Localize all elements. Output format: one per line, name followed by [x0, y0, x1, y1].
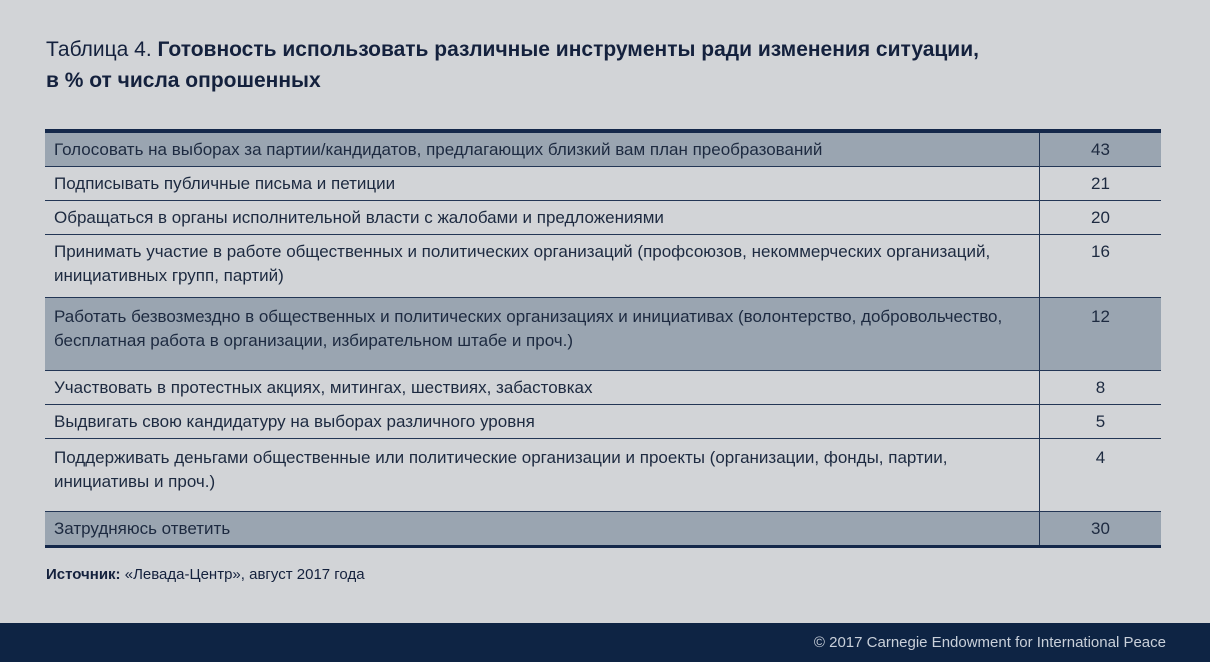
table-row	[45, 371, 1161, 405]
survey-table	[45, 129, 1161, 548]
table-row	[45, 512, 1161, 546]
row-value: 21	[1040, 167, 1162, 201]
source-text: «Левада-Центр», август 2017 года	[120, 566, 365, 583]
title-text-line-2: в % от числа опрошенных	[46, 69, 321, 92]
table-row	[45, 201, 1161, 235]
copyright-text: © 2017 Carnegie Endowment for International Peace	[813, 634, 1166, 651]
footer-bar	[0, 623, 1210, 662]
source-note	[46, 566, 365, 583]
row-label: Подписывать публичные письма и петиции	[45, 167, 1040, 201]
table-row	[45, 133, 1161, 167]
row-label: Выдвигать свою кандидатуру на выборах различного уровня	[45, 405, 1040, 439]
row-label: Принимать участие в работе общественных и политических организаций (профсоюзов, некоммерческих организаций, инициативных групп, партий)	[45, 235, 1040, 298]
row-value: 30	[1040, 512, 1162, 546]
row-label: Голосовать на выборах за партии/кандидатов, предлагающих близкий вам план преобразований	[45, 133, 1040, 167]
table-row	[45, 405, 1161, 439]
row-value: 4	[1040, 439, 1162, 512]
title-text-line-1: Готовность использовать различные инструменты ради изменения ситуации,	[157, 38, 979, 61]
table-row	[45, 298, 1161, 371]
source-label: Источник:	[46, 566, 121, 583]
row-label: Работать безвозмездно в общественных и политических организациях и инициативах (волонтерство, добровольчество, бесплатная работа в организации, избирательном штабе и проч.)	[45, 298, 1040, 371]
table-row	[45, 235, 1161, 298]
data-table	[45, 133, 1161, 545]
row-value: 5	[1040, 405, 1162, 439]
row-value: 16	[1040, 235, 1162, 298]
row-value: 8	[1040, 371, 1162, 405]
row-value: 43	[1040, 133, 1162, 167]
row-value: 12	[1040, 298, 1162, 371]
row-label: Обращаться в органы исполнительной власти с жалобами и предложениями	[45, 201, 1040, 235]
row-value: 20	[1040, 201, 1162, 235]
row-label: Затрудняюсь ответить	[45, 512, 1040, 546]
table-number: Таблица 4.	[46, 38, 158, 61]
table-row	[45, 167, 1161, 201]
row-label: Участвовать в протестных акциях, митингах, шествиях, забастовках	[45, 371, 1040, 405]
row-label: Поддерживать деньгами общественные или политические организации и проекты (организации, фонды, партии, инициативы и проч.)	[45, 439, 1040, 512]
table-row	[45, 439, 1161, 512]
table-title	[46, 34, 1156, 96]
